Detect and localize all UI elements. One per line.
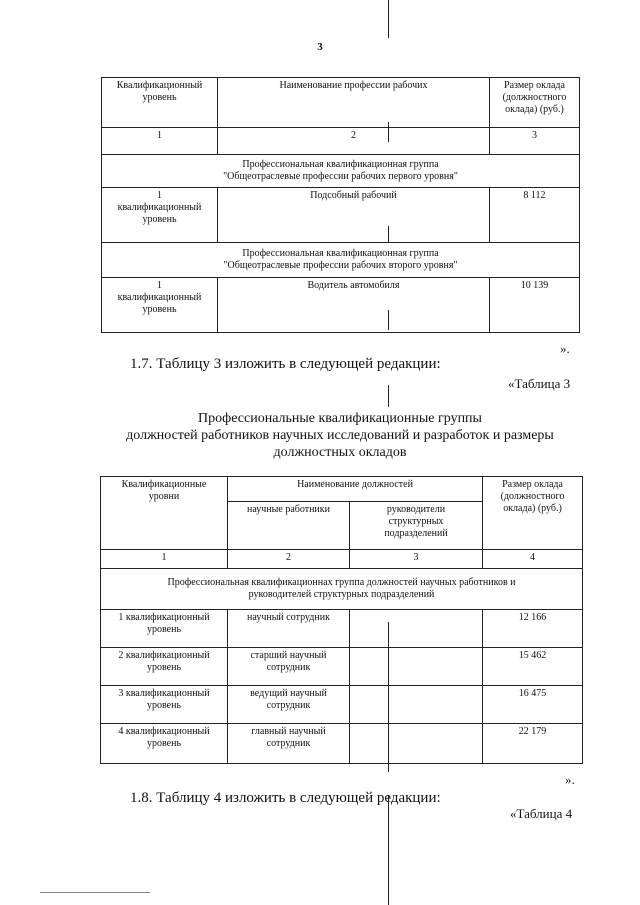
amendment-paragraph: 1.7. Таблицу 3 изложить в следующей редакции:	[130, 356, 441, 372]
manager-position-cell	[350, 686, 483, 724]
level-cell: 1 квалификационный уровень	[102, 278, 218, 333]
salary-cell: 22 179	[483, 724, 583, 764]
table-row	[102, 188, 580, 243]
table-header-row	[101, 477, 583, 502]
header-positions: Наименование должностей	[228, 477, 483, 502]
research-positions-table	[100, 476, 583, 764]
page-number: 3	[317, 41, 323, 53]
table-row	[102, 278, 580, 333]
column-number: 2	[228, 550, 350, 569]
column-number: 2	[218, 128, 490, 155]
profession-cell: Подсобный рабочий	[218, 188, 490, 243]
header-salary: Размер оклада (должностного оклада) (руб.)	[483, 477, 583, 550]
salary-cell: 15 462	[483, 648, 583, 686]
amendment-paragraph: 1.8. Таблицу 4 изложить в следующей редакции:	[130, 790, 441, 806]
level-cell: 1 квалификационный уровень	[102, 188, 218, 243]
header-salary: Размер оклада (должностного оклада) (руб.)	[490, 78, 580, 128]
column-number: 1	[102, 128, 218, 155]
column-number-row	[102, 128, 580, 155]
header-department-heads: руководители структурных подразделений	[350, 502, 483, 550]
column-number: 3	[350, 550, 483, 569]
group-title: Профессиональная квалификационная группа "Общеотраслевые профессии рабочих первого уровня"	[102, 155, 580, 188]
profession-cell: Водитель автомобиля	[218, 278, 490, 333]
scientific-position-cell: главный научный сотрудник	[228, 724, 350, 764]
column-number-row	[101, 550, 583, 569]
column-number: 1	[101, 550, 228, 569]
scan-artifact-line	[388, 795, 389, 905]
table-header-row	[102, 78, 580, 128]
group-title: Профессиональная квалификационная группа "Общеотраслевые профессии рабочих второго уровня"	[102, 243, 580, 278]
scientific-position-cell: ведущий научный сотрудник	[228, 686, 350, 724]
worker-professions-table	[101, 77, 580, 333]
group-title: Профессиональная квалификационнах группа должностей научных работников и руководителей структурных подразделений	[101, 569, 583, 610]
salary-cell: 12 166	[483, 610, 583, 648]
table-heading: Профессиональные квалификационные группы должностей работников научных исследований и разработок и размеры должностных окладов	[126, 411, 554, 460]
table-row	[101, 724, 583, 764]
group-title-row	[102, 243, 580, 278]
level-cell: 2 квалификационный уровень	[101, 648, 228, 686]
manager-position-cell	[350, 610, 483, 648]
group-title-row	[102, 155, 580, 188]
header-profession: Наименование профессии рабочих	[218, 78, 490, 128]
header-scientific-staff: научные работники	[228, 502, 350, 550]
scan-artifact-line	[388, 0, 389, 38]
level-cell: 1 квалификационный уровень	[101, 610, 228, 648]
salary-cell: 8 112	[490, 188, 580, 243]
closing-quote: ».	[565, 772, 575, 787]
header-level: Квалификационный уровень	[102, 78, 218, 128]
level-cell: 3 квалификационный уровень	[101, 686, 228, 724]
column-number: 4	[483, 550, 583, 569]
salary-cell: 10 139	[490, 278, 580, 333]
scientific-position-cell: старший научный сотрудник	[228, 648, 350, 686]
column-number: 3	[490, 128, 580, 155]
scientific-position-cell: научный сотрудник	[228, 610, 350, 648]
table-label: «Таблица 4	[510, 806, 573, 821]
manager-position-cell	[350, 724, 483, 764]
salary-cell: 16 475	[483, 686, 583, 724]
level-cell: 4 квалификационный уровень	[101, 724, 228, 764]
table-label: «Таблица 3	[508, 376, 571, 391]
closing-quote: ».	[560, 341, 570, 356]
header-levels: Квалификационные уровни	[101, 477, 228, 550]
manager-position-cell	[350, 648, 483, 686]
scan-artifact-mark	[40, 892, 150, 893]
table-row	[101, 648, 583, 686]
table-row	[101, 686, 583, 724]
table-row	[101, 610, 583, 648]
group-title-row	[101, 569, 583, 610]
scan-artifact-line	[388, 385, 389, 407]
